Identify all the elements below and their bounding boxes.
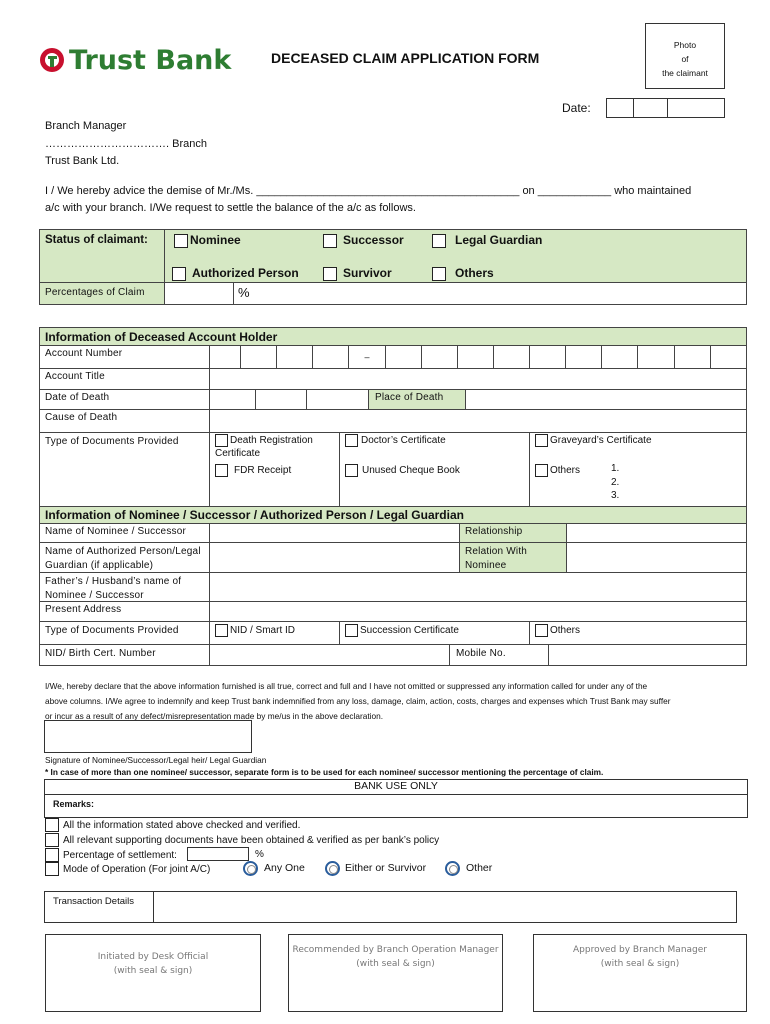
- mobile-label-cell: [449, 644, 549, 666]
- account-title-input[interactable]: [209, 368, 747, 390]
- percent-label-cell: [39, 282, 165, 305]
- date-label: Date:: [562, 101, 591, 115]
- sign-box-branch-manager[interactable]: [533, 934, 747, 1012]
- doc-graveyard-label: Graveyard’s Certificate: [550, 435, 652, 447]
- nominee-title: Information of Nominee / Successor / Authorized Person / Legal Guardian: [45, 508, 464, 522]
- nominee-section: [39, 506, 747, 666]
- place-of-death-label-cell: [368, 389, 466, 410]
- doc-nominee-others[interactable]: [535, 624, 580, 637]
- date-day-box[interactable]: [606, 98, 634, 118]
- date-of-death-label: Date of Death: [45, 392, 110, 403]
- nominee-docs-label: Type of Documents Provided: [45, 625, 179, 636]
- bank-use-header: [44, 779, 748, 795]
- checkbox-icon[interactable]: [345, 464, 358, 477]
- present-address-label: Present Address: [45, 604, 122, 615]
- name-auth-label-1: Name of Authorized Person/Legal: [45, 546, 201, 557]
- account-digit-4[interactable]: [312, 345, 349, 369]
- account-digit-13[interactable]: [674, 345, 711, 369]
- doc-death-reg-label: Death Registration: [230, 435, 313, 447]
- radio-either-label: Either or Survivor: [345, 862, 427, 875]
- bank-check-3[interactable]: [45, 848, 177, 862]
- checkbox-icon[interactable]: [345, 624, 358, 637]
- address-line-2: ……………………………. Branch: [45, 137, 207, 150]
- date-month-box[interactable]: [633, 98, 668, 118]
- declaration-line-3: or incur as a result of any defect/misrepresentation made by me/us in the above declaration.: [45, 711, 384, 721]
- signature-label: Signature of Nominee/Successor/Legal heir/ Legal Guardian: [45, 755, 267, 765]
- nid-label-cell: [39, 644, 210, 666]
- relationship-input[interactable]: [566, 523, 747, 543]
- signature-box[interactable]: [44, 720, 252, 753]
- sign-box-operation-manager[interactable]: [288, 934, 503, 1012]
- radio-icon[interactable]: [325, 861, 340, 876]
- account-digit-10[interactable]: [565, 345, 602, 369]
- remarks-box[interactable]: [44, 794, 748, 818]
- doc-graveyard-certificate[interactable]: [535, 434, 652, 447]
- opt-survivor-label: Survivor: [343, 266, 392, 280]
- opt-legal-guardian-label: Legal Guardian: [455, 233, 543, 247]
- account-digit-5[interactable]: [385, 345, 422, 369]
- transaction-label-cell: [44, 891, 154, 923]
- checkbox-icon[interactable]: [323, 234, 337, 248]
- account-digit-6[interactable]: [421, 345, 458, 369]
- deceased-title-cell: [39, 327, 747, 346]
- account-digit-8[interactable]: [493, 345, 530, 369]
- others-item-1: 1.: [611, 463, 620, 474]
- checkbox-icon[interactable]: [432, 234, 446, 248]
- checkbox-icon[interactable]: [215, 434, 228, 447]
- deceased-title: Information of Deceased Account Holder: [45, 330, 278, 344]
- nominee-title-cell: [39, 506, 747, 524]
- father-label-2: Nominee / Successor: [45, 590, 144, 601]
- relationship-label-cell: [459, 523, 567, 543]
- account-digit-14[interactable]: [710, 345, 747, 369]
- name-nominee-input[interactable]: [209, 523, 460, 543]
- doc-succession-label: Succession Certificate: [360, 625, 459, 637]
- relation-with-label-1: Relation With: [465, 546, 528, 557]
- address-block: [45, 118, 207, 171]
- doc-others-label: Others: [550, 465, 581, 477]
- status-opt-authorized[interactable]: [172, 266, 299, 281]
- radio-icon[interactable]: [445, 861, 460, 876]
- bank-check-1-label: All the information stated above checked and verified.: [63, 819, 301, 831]
- intro-line-2: a/c with your branch. I/We request to settle the balance of the a/c as follows.: [45, 202, 416, 214]
- others-list: [611, 462, 619, 503]
- sign-ops-seal: (with seal & sign): [356, 959, 435, 969]
- checkbox-icon[interactable]: [172, 267, 186, 281]
- nominee-docs-label-cell: [39, 621, 210, 645]
- status-opt-others[interactable]: [432, 266, 494, 281]
- mode-radio-other[interactable]: [445, 861, 492, 876]
- name-auth-input[interactable]: [209, 542, 460, 573]
- multi-nominee-note: * In case of more than one nominee/ successor, separate form is to be used for each nominee/ successor mentioning the percentage of claim.: [45, 767, 604, 777]
- percent-sign: %: [238, 285, 250, 300]
- place-of-death-input[interactable]: [465, 389, 747, 410]
- address-line-3: Trust Bank Ltd.: [45, 155, 120, 167]
- checkbox-icon[interactable]: [45, 862, 59, 876]
- checkbox-icon[interactable]: [45, 818, 59, 832]
- trust-bank-logo-icon: [38, 46, 66, 74]
- date-of-death-year[interactable]: [306, 389, 369, 410]
- relation-with-label-2: Nominee: [465, 560, 507, 571]
- account-title-label: Account Title: [45, 371, 105, 382]
- mobile-label: Mobile No.: [456, 648, 506, 659]
- checkbox-icon[interactable]: [535, 624, 548, 637]
- sign-ops-label: Recommended by Branch Operation Manager: [292, 945, 499, 955]
- doc-death-reg-label-2: Certificate: [215, 448, 261, 460]
- status-label-cell: [39, 229, 165, 283]
- checkbox-icon[interactable]: [323, 267, 337, 281]
- deceased-section: [39, 327, 747, 507]
- status-opt-legal-guardian[interactable]: [432, 233, 542, 248]
- radio-icon[interactable]: [243, 861, 258, 876]
- percent-input[interactable]: [164, 282, 234, 305]
- name-auth-label-2: Guardian (if applicable): [45, 560, 154, 571]
- account-digit-2[interactable]: [240, 345, 277, 369]
- account-number-label: Account Number: [45, 348, 123, 359]
- relationship-label: Relationship: [465, 526, 523, 537]
- account-digit-9[interactable]: [529, 345, 566, 369]
- cause-of-death-label-cell: [39, 409, 210, 433]
- bank-logo: [38, 42, 231, 78]
- photo-label-of: of: [681, 54, 689, 64]
- checkbox-icon[interactable]: [432, 267, 446, 281]
- radio-any-one-label: Any One: [264, 862, 305, 875]
- relation-with-input[interactable]: [566, 542, 747, 573]
- bank-check-4-label: Mode of Operation (For joint A/C): [63, 863, 211, 875]
- bank-check-1[interactable]: [45, 818, 300, 832]
- intro-text: [45, 183, 745, 217]
- opt-others-label: Others: [455, 266, 494, 280]
- status-opt-survivor[interactable]: [323, 266, 392, 281]
- declaration-text: [45, 679, 671, 724]
- date-year-box[interactable]: [667, 98, 725, 118]
- doc-fdr-label: FDR Receipt: [234, 465, 292, 477]
- transaction-input[interactable]: [153, 891, 737, 923]
- settlement-percent-input[interactable]: [187, 847, 249, 861]
- date-of-death-label-cell: [39, 389, 210, 410]
- checkbox-icon[interactable]: [345, 434, 358, 447]
- bank-check-4[interactable]: [45, 862, 210, 876]
- name-auth-label-cell: [39, 542, 210, 573]
- declaration-line-1: I/We, hereby declare that the above information furnished is all true, correct and full and I have not omitted or suppressed any information called for under any of the: [45, 681, 648, 691]
- photo-label-claimant: the claimant: [662, 68, 708, 78]
- bank-use-title: BANK USE ONLY: [354, 780, 438, 792]
- checkbox-icon[interactable]: [215, 624, 228, 637]
- doc-death-registration[interactable]: [215, 434, 313, 460]
- percent-sign-cell: [233, 282, 747, 305]
- doc-fdr-receipt[interactable]: [215, 464, 291, 477]
- sign-manager-label: Approved by Branch Manager: [573, 945, 707, 955]
- doc-doctor-certificate[interactable]: [345, 434, 446, 447]
- declaration-line-2: above columns. I/We agree to indemnify and keep Trust bank indemnified from any loss, damage, claim, action, costs, charges and expenses which Trust Bank may suffer: [45, 696, 671, 706]
- intro-line-1: I / We hereby advice the demise of Mr./Ms. ___________________________________________ on ____________ who maintained: [45, 185, 692, 197]
- name-nominee-label: Name of Nominee / Successor: [45, 526, 187, 537]
- account-digit-1[interactable]: [209, 345, 241, 369]
- address-line-1: Branch Manager: [45, 120, 127, 132]
- documents-label-cell: [39, 432, 210, 507]
- nid-label: NID/ Birth Cert. Number: [45, 648, 156, 659]
- sign-manager-seal: (with seal & sign): [600, 959, 680, 969]
- status-opt-nominee[interactable]: [174, 233, 241, 248]
- nid-input[interactable]: [209, 644, 450, 666]
- doc-succession[interactable]: [345, 624, 459, 637]
- checkbox-icon[interactable]: [535, 434, 548, 447]
- checkbox-icon[interactable]: [45, 848, 59, 862]
- opt-nominee-label: Nominee: [190, 233, 241, 247]
- father-label-1: Father’s / Husband’s name of: [45, 576, 182, 587]
- bank-check-3-label: Percentage of settlement:: [63, 849, 177, 861]
- present-address-input[interactable]: [209, 601, 747, 622]
- account-title-label-cell: [39, 368, 210, 390]
- status-label: Status of claimant:: [45, 234, 148, 246]
- account-dash: –: [364, 352, 370, 362]
- checkbox-icon[interactable]: [535, 464, 548, 477]
- father-label-cell: [39, 572, 210, 602]
- photo-box: [645, 23, 725, 89]
- doc-nominee-others-label: Others: [550, 625, 581, 637]
- checkbox-icon[interactable]: [215, 464, 228, 477]
- account-digit-7[interactable]: [457, 345, 494, 369]
- cause-of-death-input[interactable]: [209, 409, 747, 433]
- doc-nid[interactable]: [215, 624, 295, 637]
- bank-check-2[interactable]: [45, 833, 439, 847]
- status-opt-successor[interactable]: [323, 233, 404, 248]
- account-digit-11[interactable]: [601, 345, 638, 369]
- doc-cheque-label: Unused Cheque Book: [362, 465, 460, 477]
- present-address-label-cell: [39, 601, 210, 622]
- date-of-death-month[interactable]: [255, 389, 307, 410]
- radio-other-label: Other: [466, 862, 493, 875]
- settlement-percent-sign: %: [255, 849, 264, 860]
- sign-desk-label: Initiated by Desk Official: [97, 952, 209, 962]
- form-title: DECEASED CLAIM APPLICATION FORM: [271, 50, 540, 66]
- doc-nid-label: NID / Smart ID: [230, 625, 296, 637]
- opt-successor-label: Successor: [343, 233, 404, 247]
- relation-with-label-cell: [459, 542, 567, 573]
- status-section: [39, 229, 747, 305]
- photo-label: Photo: [673, 40, 697, 50]
- checkbox-icon[interactable]: [174, 234, 188, 248]
- name-auth-label: [40, 543, 209, 575]
- sign-box-desk[interactable]: [45, 934, 261, 1012]
- cause-of-death-label: Cause of Death: [45, 412, 118, 423]
- percent-label: Percentages of Claim: [45, 287, 145, 298]
- sign-desk-seal: (with seal & sign): [113, 966, 193, 976]
- name-nominee-label-cell: [39, 523, 210, 543]
- checkbox-icon[interactable]: [45, 833, 59, 847]
- account-number-label-cell: [39, 345, 210, 369]
- doc-others[interactable]: [535, 464, 580, 477]
- mode-radio-any-one[interactable]: [243, 861, 305, 876]
- doc-doctor-label: Doctor’s Certificate: [361, 435, 446, 447]
- account-digit-12[interactable]: [637, 345, 675, 369]
- others-item-3: 3.: [611, 490, 620, 501]
- transaction-label: Transaction Details: [53, 896, 134, 907]
- bank-check-2-label: All relevant supporting documents have been obtained & verified as per bank’s policy: [63, 834, 440, 846]
- others-item-2: 2.: [611, 476, 620, 488]
- account-digit-3[interactable]: [276, 345, 313, 369]
- account-dash-cell: [348, 345, 386, 369]
- documents-label: Type of Documents Provided: [45, 436, 179, 447]
- mobile-input[interactable]: [548, 644, 747, 666]
- place-of-death-label: Place of Death: [375, 392, 444, 403]
- doc-unused-cheque[interactable]: [345, 464, 460, 477]
- bank-name: Trust Bank: [69, 44, 232, 76]
- father-input[interactable]: [209, 572, 747, 602]
- mode-radio-either-survivor[interactable]: [325, 861, 426, 876]
- relation-with-label: [460, 543, 566, 575]
- remarks-label: Remarks:: [53, 799, 95, 809]
- date-of-death-day[interactable]: [209, 389, 256, 410]
- opt-authorized-label: Authorized Person: [192, 266, 299, 280]
